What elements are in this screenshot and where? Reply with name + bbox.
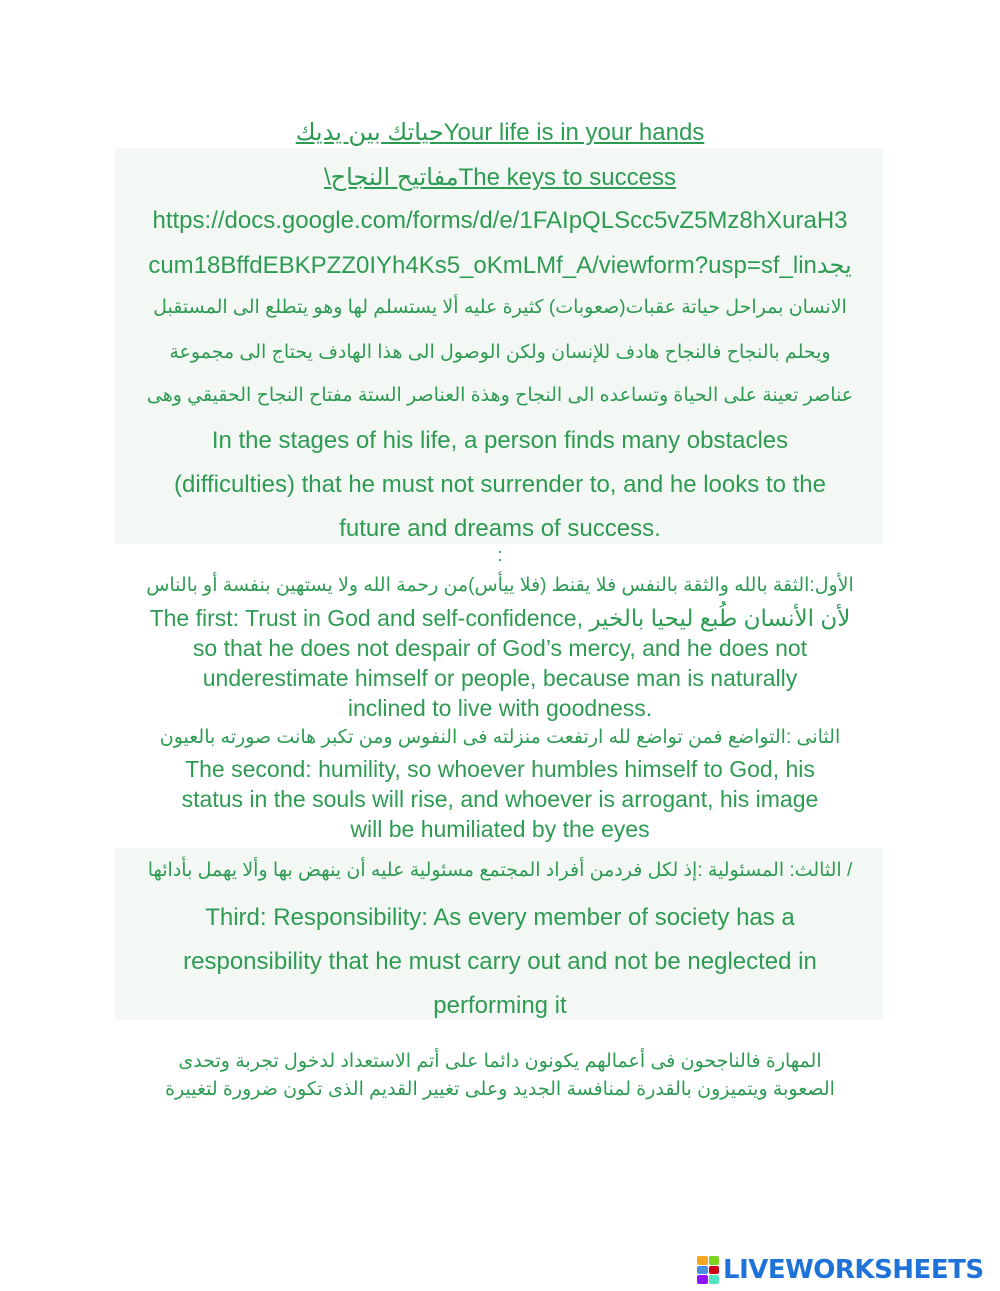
intro-arabic-2: ويحلم بالنجاح فالنجاح هادف للإنسان ولكن الوصول الى هذا الهادف يحتاج الى مجموعة <box>169 342 831 363</box>
page-title: حياتك بين يديكYour life is in your hands <box>295 119 705 146</box>
third-arabic: / الثالث: المسئولية :إذ لكل فردمن أفراد المجتمع مسئولية عليه أن ينهض بها وألا يهمل بأدائها <box>147 860 853 881</box>
intro-colon: : <box>497 545 503 565</box>
logo-square <box>697 1256 708 1265</box>
second-english-3: will be humiliated by the eyes <box>350 816 650 842</box>
skill-arabic-2: الصعوبة ويتميزون بالقدرة لمنافسة الجديد وعلى تغيير القديم الذى تكون ضرورة لتغييرة <box>165 1079 835 1100</box>
form-link-line-2[interactable]: cum18BffdEBKPZZ0IYh4Ks5_oKmLMf_A/viewform?usp=sf_linيجد <box>148 252 852 279</box>
logo-square <box>709 1275 720 1284</box>
intro-english-3: future and dreams of success. <box>339 515 661 542</box>
skill-arabic-1: المهارة فالناجحون فى أعمالهم يكونون دائما على أتم الاستعداد لدخول تجربة وتحدى <box>178 1051 822 1072</box>
liveworksheets-wordmark: LIVEWORKSHEETS <box>723 1255 984 1285</box>
intro-english-2: (difficulties) that he must not surrender to, and he looks to the <box>174 471 826 498</box>
first-english-4: inclined to live with goodness. <box>347 695 653 721</box>
second-english-2: status in the souls will rise, and whoever is arrogant, his image <box>181 786 819 812</box>
second-arabic: الثانى :التواضع فمن تواضع لله ارتفعت منزلته فى النفوس ومن تكبر هانت صورته بالعيون <box>159 727 841 748</box>
intro-arabic-1: الانسان بمراحل حياتة عقبات(صعوبات) كثيرة عليه ألا يستسلم لها وهو يتطلع الى المستقبل <box>153 297 847 318</box>
third-english-3: performing it <box>433 992 567 1019</box>
page-subtitle: \مفاتيح النجاحThe keys to success <box>323 164 676 191</box>
logo-square <box>709 1266 720 1275</box>
intro-arabic-3: عناصر تعينة على الحياة وتساعده الى النجاح وهذة العناصر الستة مفتاح النجاح الحقيقي وهى <box>146 385 854 406</box>
liveworksheets-mark-icon <box>697 1256 719 1284</box>
third-english-1: Third: Responsibility: As every member of society has a <box>205 904 795 931</box>
intro-english-1: In the stages of his life, a person finds many obstacles <box>211 427 789 454</box>
logo-square <box>697 1266 708 1275</box>
liveworksheets-logo <box>697 1252 997 1288</box>
third-english-2: responsibility that he must carry out and not be neglected in <box>183 948 817 975</box>
logo-square <box>709 1256 720 1265</box>
first-arabic: الأول:الثقة بالله والثقة بالنفس فلا يقنط (فلا ييأس)من رحمة الله ولا يستهين بنفسة أو بالناس <box>146 575 854 596</box>
first-english-2: so that he does not despair of God’s mercy, and he does not <box>192 635 808 661</box>
logo-square <box>697 1275 708 1284</box>
first-english-3: underestimate himself or people, because man is naturally <box>202 665 798 691</box>
form-link-line-1[interactable]: https://docs.google.com/forms/d/e/1FAIpQLScc5vZ5Mz8hXuraH3 <box>152 207 848 234</box>
first-mixed: The first: Trust in God and self-confidence, لأن الأنسان طُبع ليحيا بالخير <box>149 605 851 631</box>
second-english-1: The second: humility, so whoever humbles himself to God, his <box>185 756 815 782</box>
